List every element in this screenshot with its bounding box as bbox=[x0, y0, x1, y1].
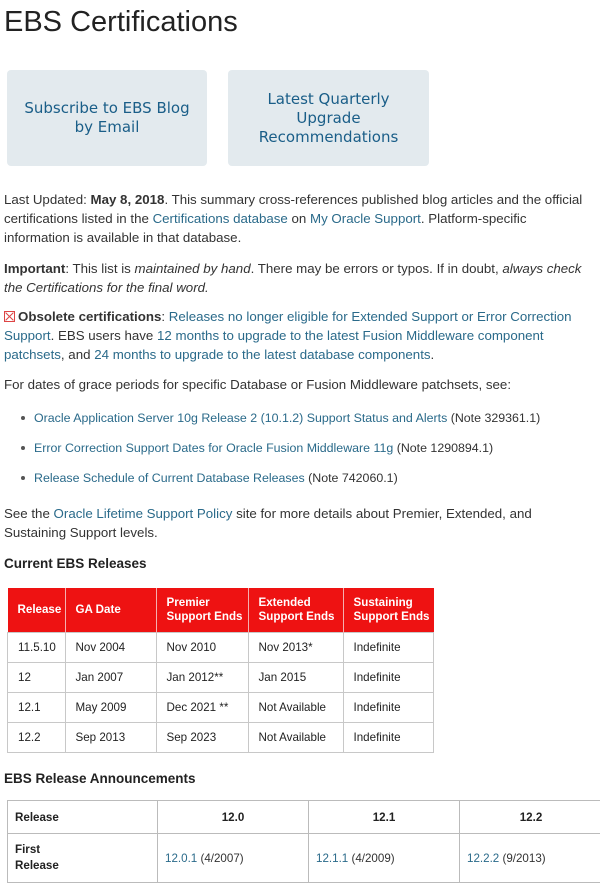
cell-extended: Not Available bbox=[248, 693, 343, 723]
last-updated-label: Last Updated: bbox=[4, 192, 91, 207]
sustaining-line2: Support Ends bbox=[354, 610, 430, 623]
premier-line2: Support Ends bbox=[167, 610, 243, 623]
grace-period-list bbox=[4, 408, 594, 498]
cell-extended: Not Available bbox=[248, 723, 343, 753]
release-12-2-2-link[interactable]: 12.2.2 bbox=[467, 852, 499, 865]
col-12-1: 12.1 bbox=[309, 801, 460, 834]
lifetime-support-policy-link[interactable]: Oracle Lifetime Support Policy bbox=[54, 506, 233, 521]
important-text: . There may be errors or typos. If in doubt, bbox=[251, 261, 503, 276]
cell-extended: Nov 2013* bbox=[248, 633, 343, 663]
note-ref: (Note 742060.1) bbox=[305, 471, 398, 485]
subscribe-label-line1: Subscribe to EBS Blog bbox=[24, 99, 189, 118]
cell-premier: Dec 2021 ** bbox=[156, 693, 248, 723]
cell-extended: Jan 2015 bbox=[248, 663, 343, 693]
cell-premier: Sep 2023 bbox=[156, 723, 248, 753]
cell-sustaining: Indefinite bbox=[343, 723, 434, 753]
col-release: Release bbox=[8, 588, 66, 633]
extended-support-link[interactable]: Releases no longer eligible for Extended Support or Error Correction Support bbox=[4, 309, 572, 343]
database-release-schedule-link[interactable]: Release Schedule of Current Database Releases bbox=[34, 471, 305, 485]
certifications-database-link[interactable]: Certifications database bbox=[153, 211, 288, 226]
table-row bbox=[8, 633, 434, 663]
cell-ga: Nov 2004 bbox=[65, 633, 156, 663]
col-ga-date: GA Date bbox=[65, 588, 156, 633]
col-sustaining bbox=[343, 588, 434, 633]
extended-line2: Support Ends bbox=[259, 610, 335, 623]
database-upgrade-link[interactable]: 24 months to upgrade to the latest database components bbox=[94, 347, 430, 362]
cell-sustaining: Indefinite bbox=[343, 663, 434, 693]
first-release-label bbox=[8, 834, 158, 883]
col-extended bbox=[248, 588, 343, 633]
lifetime-text: See the bbox=[4, 506, 54, 521]
release-date: (9/2013) bbox=[499, 852, 545, 865]
cell-release: 12.1 bbox=[8, 693, 66, 723]
table-row bbox=[8, 693, 434, 723]
cell-sustaining: Indefinite bbox=[343, 693, 434, 723]
list-item bbox=[4, 438, 594, 468]
cell-12-1 bbox=[309, 834, 460, 883]
intro-text: . Platform-specific information is available in that database. bbox=[4, 211, 527, 245]
important-text: : This list is bbox=[65, 261, 134, 276]
col-release: Release bbox=[8, 801, 158, 834]
table-row bbox=[8, 834, 600, 883]
bullet-icon bbox=[21, 476, 25, 480]
cell-12-2 bbox=[460, 834, 600, 883]
obsolete-text: . bbox=[431, 347, 435, 362]
intro-text: on bbox=[288, 211, 310, 226]
my-oracle-support-link[interactable]: My Oracle Support bbox=[310, 211, 421, 226]
release-12-1-1-link[interactable]: 12.1.1 bbox=[316, 852, 348, 865]
announcements-heading: EBS Release Announcements bbox=[4, 769, 196, 788]
announcements-table bbox=[7, 800, 600, 883]
cell-12-0 bbox=[158, 834, 309, 883]
fmw-11g-ecs-link[interactable]: Error Correction Support Dates for Oracle Fusion Middleware 11g bbox=[34, 441, 393, 455]
list-item bbox=[4, 408, 594, 438]
first-release-line2: Release bbox=[15, 859, 59, 872]
important-emphasis: maintained by hand bbox=[135, 261, 251, 276]
cell-ga: May 2009 bbox=[65, 693, 156, 723]
first-release-line1: First bbox=[15, 843, 40, 856]
cell-release: 12 bbox=[8, 663, 66, 693]
obsolete-x-icon bbox=[4, 311, 15, 322]
intro-text: . This summary cross-references published blog articles and the official certifications listed in the bbox=[4, 192, 582, 226]
bullet-icon bbox=[21, 416, 25, 420]
quarterly-label-line3: Recommendations bbox=[259, 128, 399, 147]
quarterly-recommendations-button[interactable] bbox=[228, 70, 429, 166]
important-emphasis: always check the Certifications for the final word. bbox=[4, 261, 581, 295]
cell-release: 12.2 bbox=[8, 723, 66, 753]
obsolete-text: . EBS users have bbox=[51, 328, 157, 343]
table-header-row bbox=[8, 801, 600, 834]
lifetime-paragraph bbox=[4, 504, 592, 542]
lifetime-text: site for more details about Premier, Extended, and Sustaining Support levels. bbox=[4, 506, 532, 540]
premier-line1: Premier bbox=[167, 596, 210, 609]
sustaining-line1: Sustaining bbox=[354, 596, 413, 609]
cell-premier: Jan 2012** bbox=[156, 663, 248, 693]
bullet-icon bbox=[21, 446, 25, 450]
last-updated-date: May 8, 2018 bbox=[91, 192, 165, 207]
subscribe-label-line2: by Email bbox=[24, 118, 189, 137]
release-12-0-1-link[interactable]: 12.0.1 bbox=[165, 852, 197, 865]
note-ref: (Note 1290894.1) bbox=[393, 441, 493, 455]
col-premier bbox=[156, 588, 248, 633]
current-releases-table bbox=[7, 588, 434, 753]
intro-paragraph bbox=[4, 190, 592, 247]
obsolete-paragraph bbox=[4, 307, 592, 364]
table-row bbox=[8, 723, 434, 753]
cell-ga: Jan 2007 bbox=[65, 663, 156, 693]
extended-line1: Extended bbox=[259, 596, 311, 609]
list-item bbox=[4, 468, 594, 498]
table-header-row bbox=[8, 588, 434, 633]
cell-sustaining: Indefinite bbox=[343, 633, 434, 663]
cell-premier: Nov 2010 bbox=[156, 633, 248, 663]
cell-release: 11.5.10 bbox=[8, 633, 66, 663]
quarterly-label-line2: Upgrade bbox=[259, 109, 399, 128]
subscribe-blog-button[interactable] bbox=[7, 70, 207, 166]
obsolete-text: : bbox=[161, 309, 168, 324]
cell-ga: Sep 2013 bbox=[65, 723, 156, 753]
release-date: (4/2009) bbox=[348, 852, 394, 865]
quarterly-label-line1: Latest Quarterly bbox=[259, 90, 399, 109]
fmw-upgrade-link[interactable]: 12 months to upgrade to the latest Fusion Middleware component patchsets bbox=[4, 328, 544, 362]
page-title: EBS Certifications bbox=[4, 4, 238, 40]
release-date: (4/2007) bbox=[197, 852, 243, 865]
important-paragraph bbox=[4, 259, 592, 297]
col-12-2: 12.2 bbox=[460, 801, 600, 834]
table-row bbox=[8, 663, 434, 693]
oas-10g-support-link[interactable]: Oracle Application Server 10g Release 2 (10.1.2) Support Status and Alerts bbox=[34, 411, 447, 425]
grace-intro: For dates of grace periods for specific Database or Fusion Middleware patchsets, see: bbox=[4, 375, 592, 394]
col-12-0: 12.0 bbox=[158, 801, 309, 834]
obsolete-text: , and bbox=[61, 347, 94, 362]
important-label: Important bbox=[4, 261, 65, 276]
obsolete-label: Obsolete certifications bbox=[18, 309, 161, 324]
note-ref: (Note 329361.1) bbox=[447, 411, 540, 425]
current-releases-heading: Current EBS Releases bbox=[4, 554, 147, 573]
